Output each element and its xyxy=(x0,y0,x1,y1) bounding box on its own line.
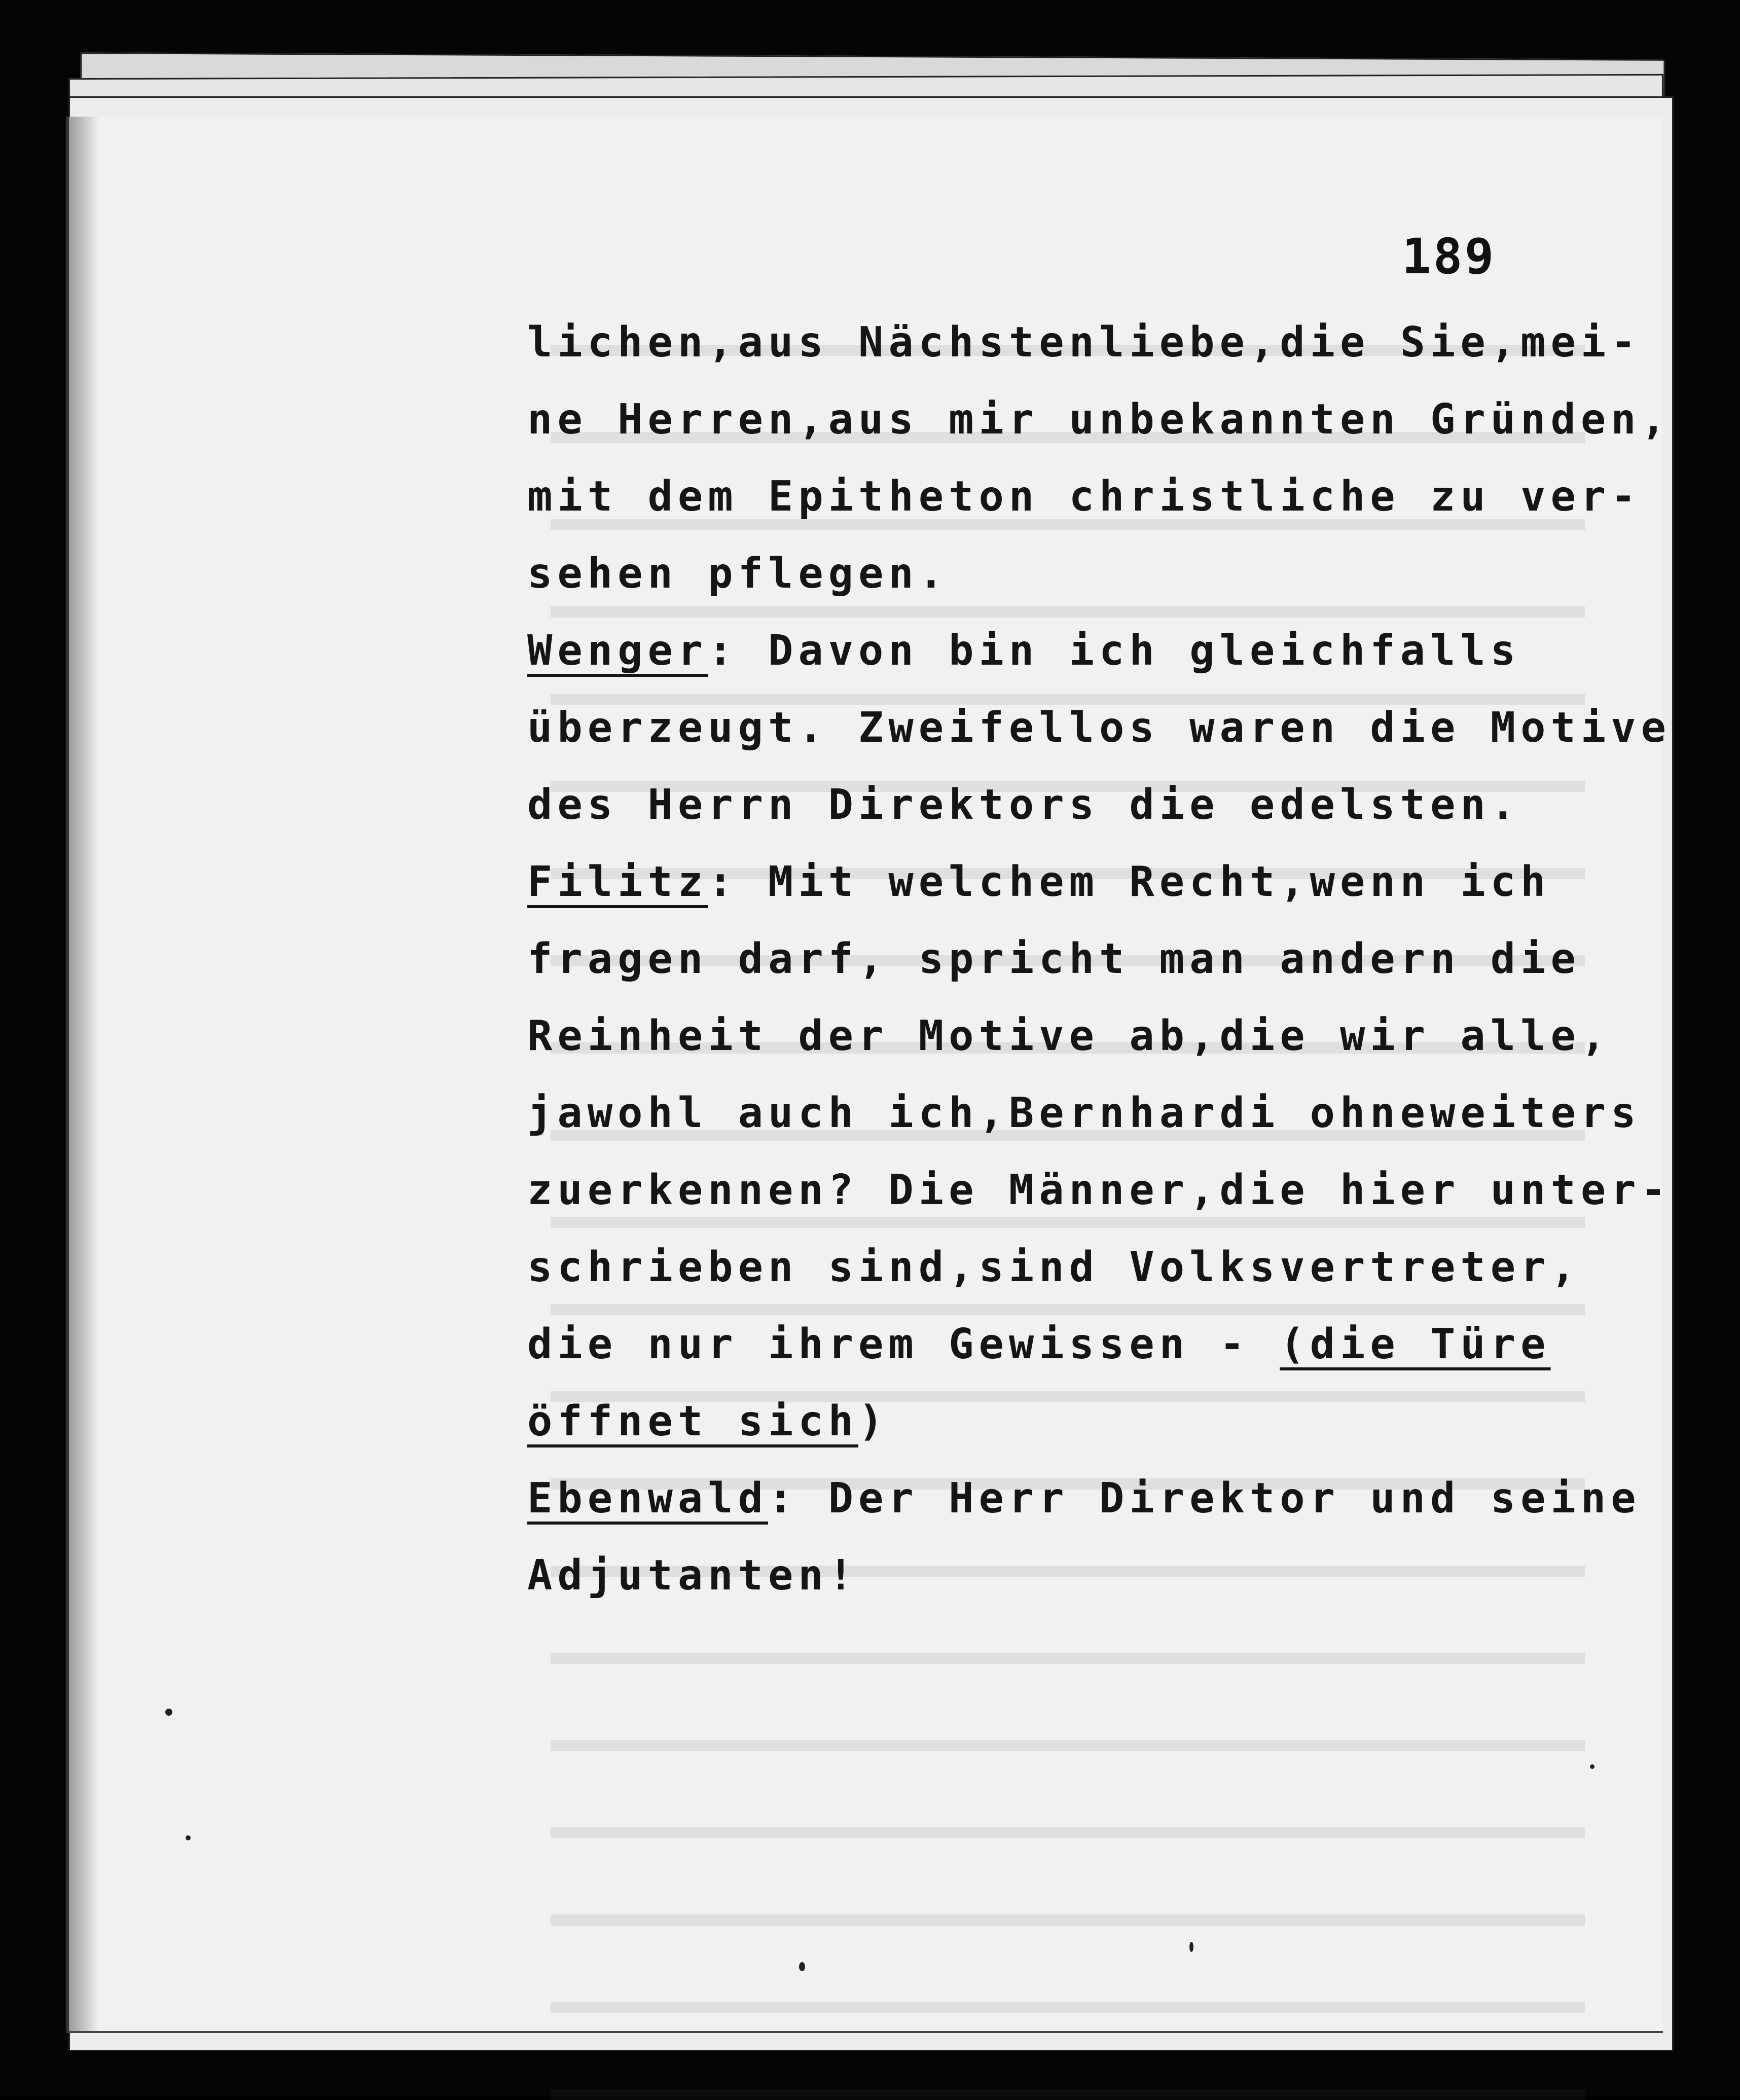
text-line xyxy=(527,381,1671,458)
text-line xyxy=(527,844,1551,921)
line-text: schrieben sind,sind Volksvertreter, xyxy=(527,1243,1581,1291)
line-text: : Der Herr Direktor und seine xyxy=(768,1474,1641,1523)
text-line xyxy=(527,1075,1641,1152)
text-line xyxy=(527,1229,1581,1306)
line-text: des Herrn Direktors die edelsten. xyxy=(527,781,1521,829)
line-text: ) xyxy=(858,1397,889,1445)
text-line xyxy=(527,690,1671,767)
speaker-name: Wenger xyxy=(527,627,708,675)
text-line xyxy=(527,458,1641,535)
text-line xyxy=(527,921,1581,998)
line-text: fragen darf, spricht man andern die xyxy=(527,935,1581,983)
line-text: die nur ihrem Gewissen - xyxy=(527,1320,1280,1368)
script-text xyxy=(527,304,1671,1614)
stage-direction: (die Türe xyxy=(1280,1320,1551,1368)
line-text: mit dem Epitheton christliche zu ver- xyxy=(527,473,1641,521)
line-text: Adjutanten! xyxy=(527,1551,859,1600)
text-line xyxy=(527,1152,1671,1229)
text-line xyxy=(527,1537,1541,1614)
line-text: sehen pflegen. xyxy=(527,550,949,598)
line-text: : Davon bin ich gleichfalls xyxy=(708,627,1521,675)
binding-shadow xyxy=(69,117,99,2031)
text-line xyxy=(527,612,1541,690)
text-line xyxy=(527,998,1611,1075)
text-line xyxy=(527,535,1541,612)
line-text: ne Herren,aus mir unbekannten Gründen, xyxy=(527,395,1671,444)
line-text: : Mit welchem Recht,wenn ich xyxy=(708,858,1551,906)
line-text: lichen,aus Nächstenliebe,die Sie,mei- xyxy=(527,318,1641,367)
line-text: jawohl auch ich,Bernhardi ohneweiters xyxy=(527,1089,1641,1137)
line-text: überzeugt. Zweifellos waren die Motive xyxy=(527,704,1671,752)
line-text: Reinheit der Motive ab,die wir alle, xyxy=(527,1012,1611,1060)
text-line xyxy=(527,1306,1551,1383)
speaker-name: Filitz xyxy=(527,858,708,906)
text-line xyxy=(527,767,1541,844)
text-line xyxy=(527,304,1641,381)
speaker-name: Ebenwald xyxy=(527,1474,768,1523)
stage-direction: öffnet sich xyxy=(527,1397,859,1445)
text-line xyxy=(527,1460,1641,1537)
text-line xyxy=(527,1383,1541,1460)
line-text: zuerkennen? Die Männer,die hier unter- xyxy=(527,1166,1671,1214)
page-number: 189 xyxy=(1402,228,1496,285)
